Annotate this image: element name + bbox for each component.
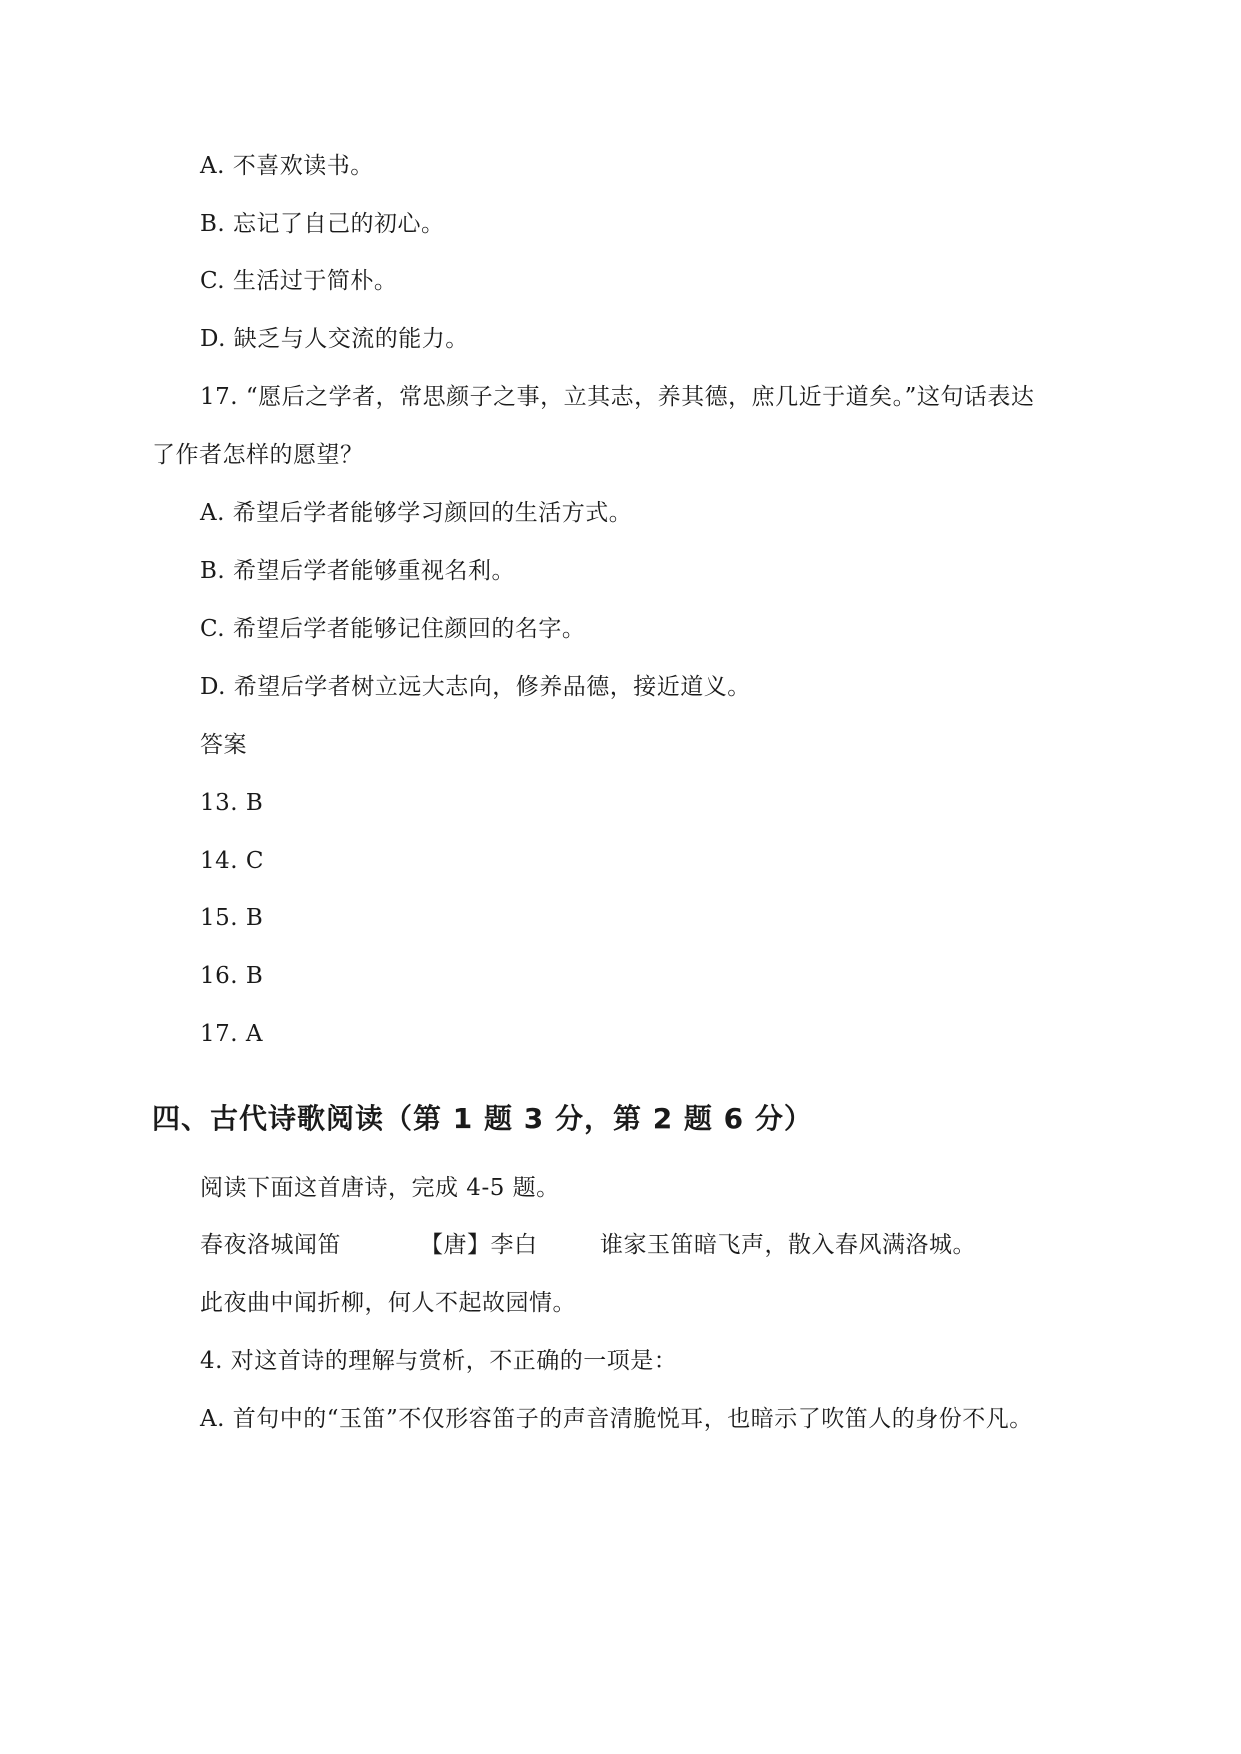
q17-option-c: C. 希望后学者能够记住颜回的名字。 xyxy=(200,616,586,642)
answers-label: 答案 xyxy=(200,732,247,758)
answer-item: 15. B xyxy=(200,905,264,931)
section-instruction: 阅读下面这首唐诗，完成 4-5 题。 xyxy=(200,1175,560,1201)
q17-stem-line1: 17. “愿后之学者，常思颜子之事，立其志，养其德，庶几近于道矣。”这句话表达 xyxy=(200,384,1035,410)
q4-option-a: A. 首句中的“玉笛”不仅形容笛子的声音清脆悦耳，也暗示了吹笛人的身份不凡。 xyxy=(200,1406,1033,1432)
poem-author: 【唐】李白 xyxy=(420,1232,538,1258)
poem-line-1: 谁家玉笛暗飞声，散入春风满洛城。 xyxy=(600,1232,976,1258)
section-heading: 四、古代诗歌阅读（第 1 题 3 分，第 2 题 6 分） xyxy=(152,1102,813,1135)
q17-option-d: D. 希望后学者树立远大志向，修养品德，接近道义。 xyxy=(200,674,751,700)
q4-stem: 4. 对这首诗的理解与赏析，不正确的一项是： xyxy=(200,1348,678,1374)
answer-item: 16. B xyxy=(200,963,264,989)
answer-item: 17. A xyxy=(200,1021,263,1047)
answer-item: 13. B xyxy=(200,790,264,816)
poem-header-row xyxy=(200,1229,1200,1261)
q16-option-a: A. 不喜欢读书。 xyxy=(200,153,374,179)
poem-title: 春夜洛城闻笛 xyxy=(200,1232,341,1258)
q16-option-b: B. 忘记了自己的初心。 xyxy=(200,211,445,237)
q17-option-a: A. 希望后学者能够学习颜回的生活方式。 xyxy=(200,500,633,526)
q16-option-c: C. 生活过于简朴。 xyxy=(200,268,398,294)
q16-option-d: D. 缺乏与人交流的能力。 xyxy=(200,326,469,352)
q17-option-b: B. 希望后学者能够重视名利。 xyxy=(200,558,516,584)
q17-stem-line2: 了作者怎样的愿望？ xyxy=(152,442,364,468)
answer-item: 14. C xyxy=(200,848,264,874)
poem-line-2: 此夜曲中闻折柳，何人不起故园情。 xyxy=(200,1290,576,1316)
